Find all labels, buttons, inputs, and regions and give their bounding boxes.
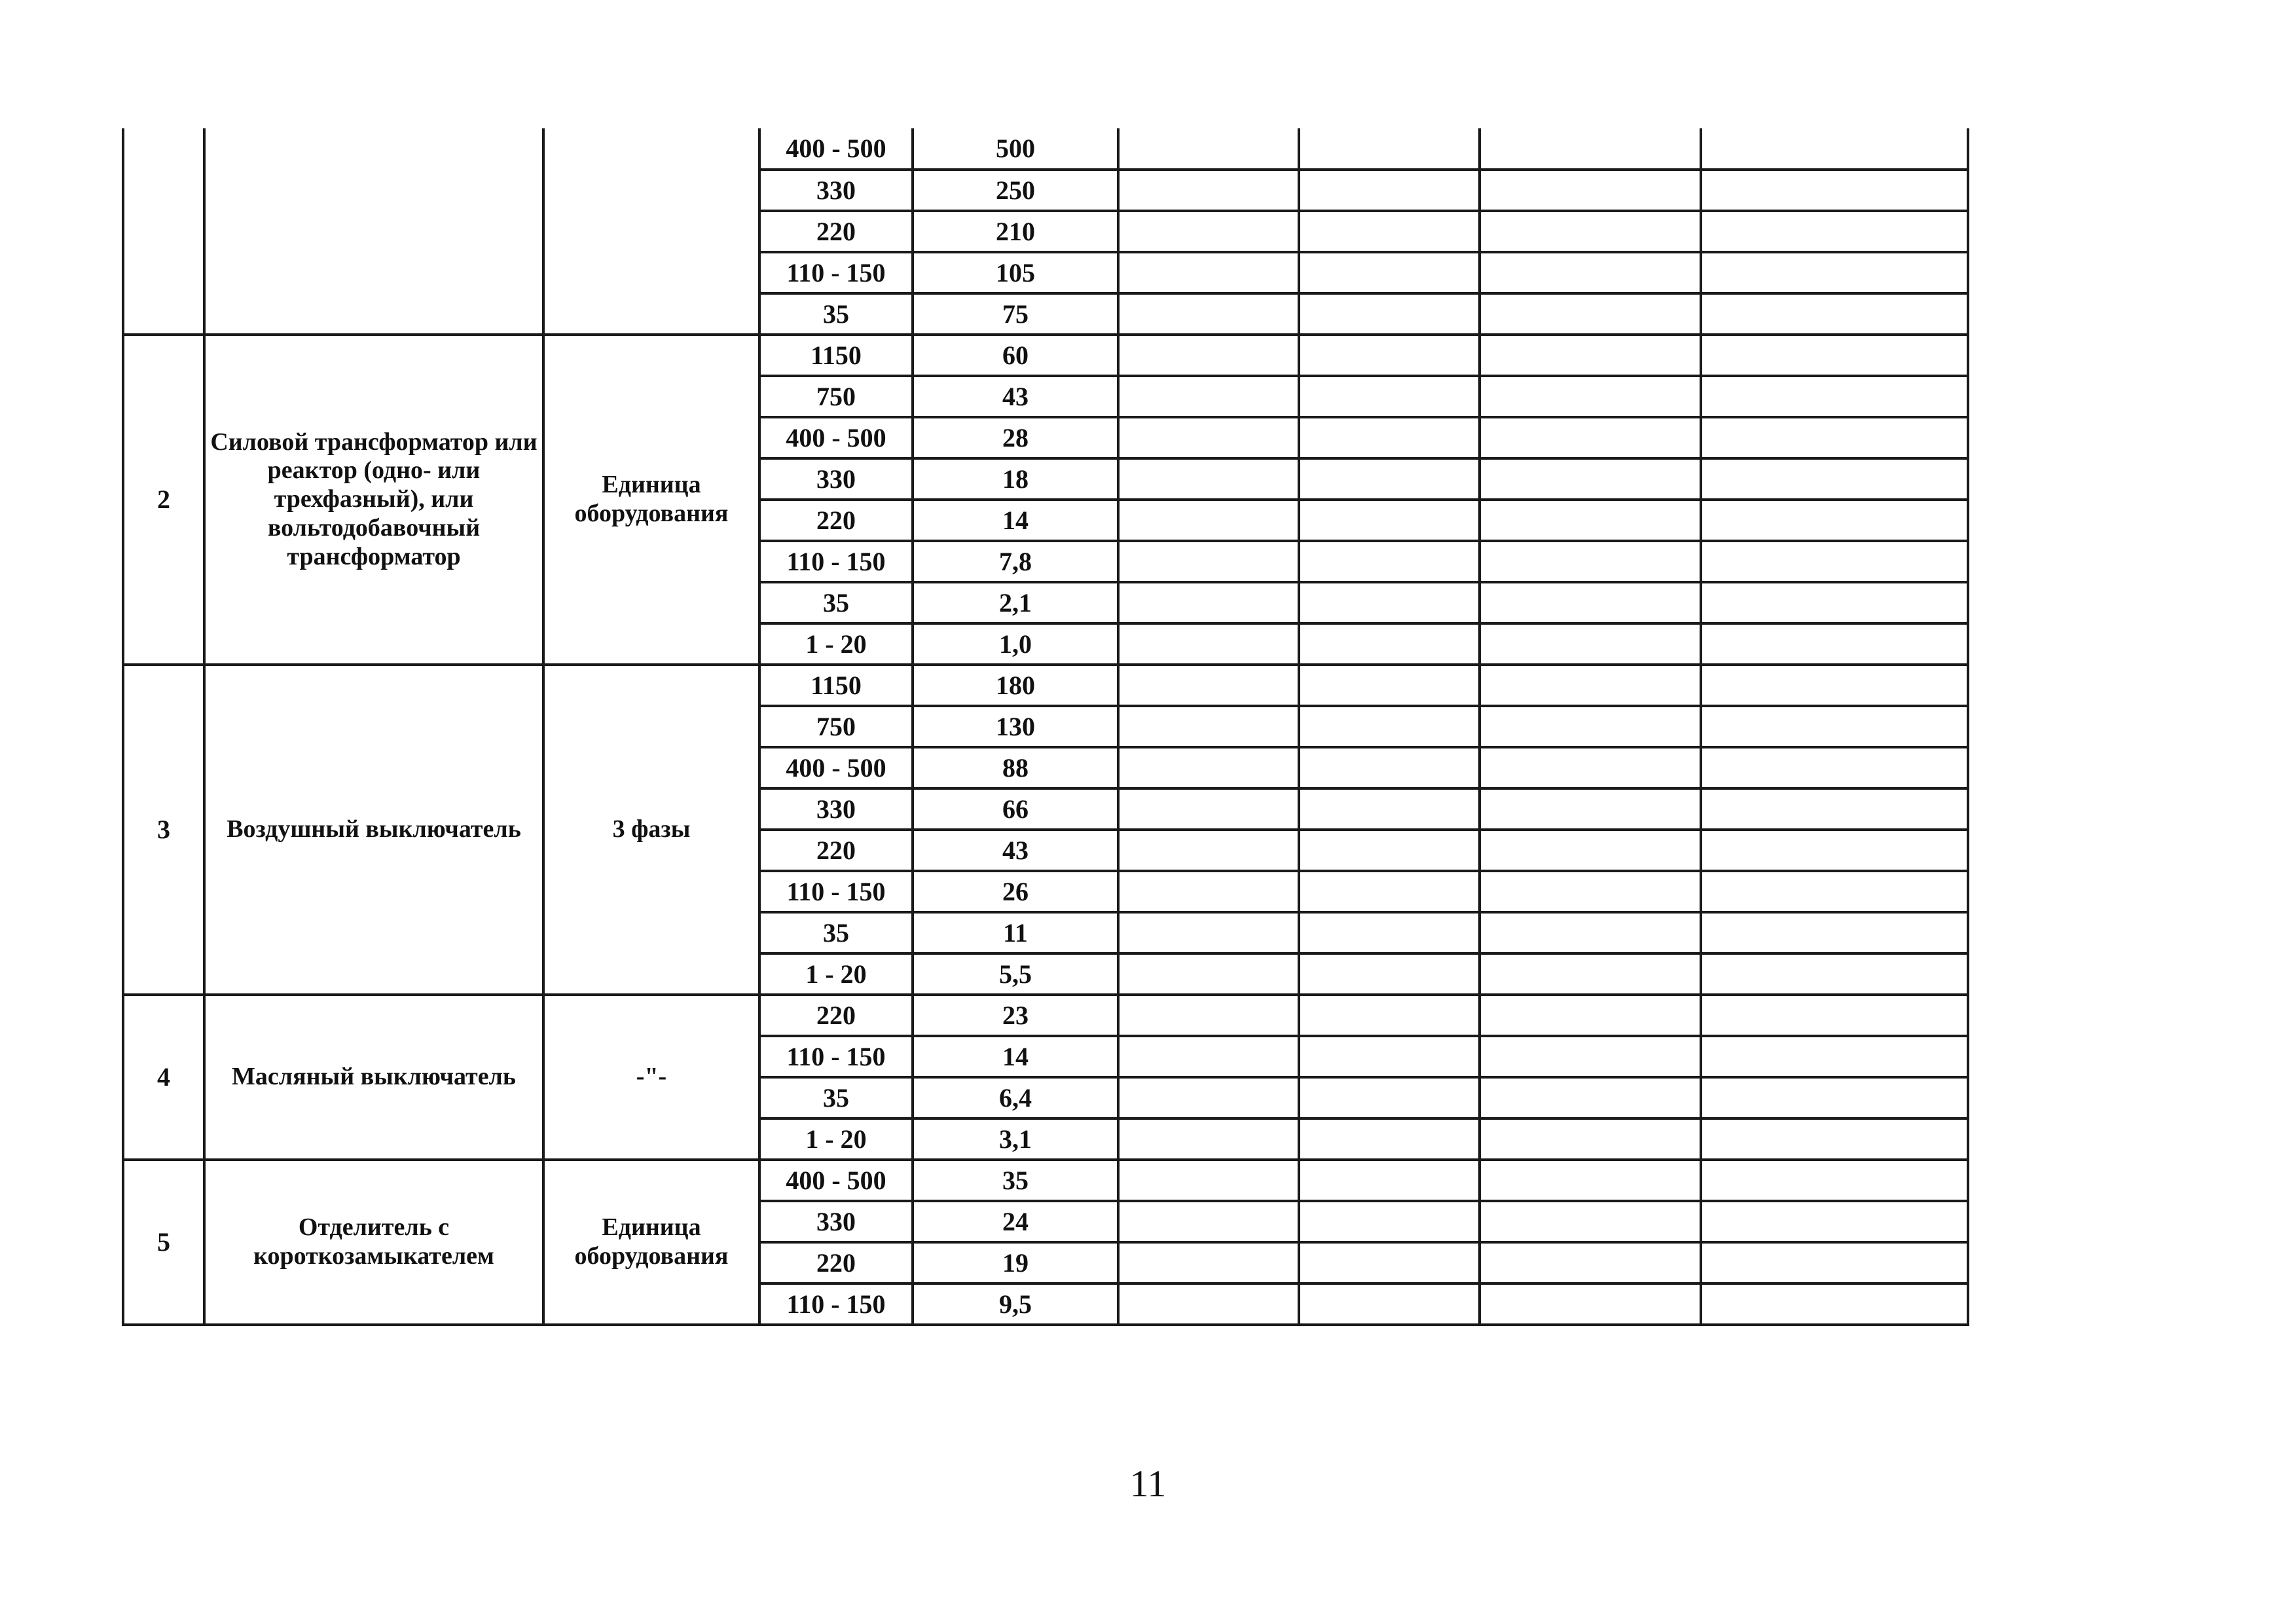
empty-cell bbox=[1299, 541, 1480, 582]
empty-cell bbox=[1299, 871, 1480, 912]
empty-cell bbox=[1118, 1160, 1299, 1201]
value-cell: 14 bbox=[913, 500, 1118, 541]
empty-cell bbox=[1118, 623, 1299, 665]
value-cell: 210 bbox=[913, 211, 1118, 252]
empty-cell bbox=[1701, 376, 1968, 417]
empty-cell bbox=[1701, 541, 1968, 582]
value-cell: 28 bbox=[913, 417, 1118, 458]
voltage-cell: 1 - 20 bbox=[759, 953, 913, 995]
empty-cell bbox=[1701, 1118, 1968, 1160]
value-cell: 26 bbox=[913, 871, 1118, 912]
empty-cell bbox=[1118, 376, 1299, 417]
value-cell: 2,1 bbox=[913, 582, 1118, 623]
empty-cell bbox=[1480, 500, 1701, 541]
table-body bbox=[123, 128, 1968, 1325]
empty-cell bbox=[1701, 1201, 1968, 1242]
voltage-cell: 400 - 500 bbox=[759, 747, 913, 788]
table-row bbox=[123, 335, 1968, 376]
empty-cell bbox=[1701, 417, 1968, 458]
empty-cell bbox=[1118, 541, 1299, 582]
empty-cell bbox=[1118, 211, 1299, 252]
empty-cell bbox=[1118, 871, 1299, 912]
empty-cell bbox=[1299, 1283, 1480, 1325]
equipment-name: Воздушный выключатель bbox=[204, 665, 543, 995]
voltage-cell: 35 bbox=[759, 912, 913, 953]
empty-cell bbox=[1118, 665, 1299, 706]
empty-cell bbox=[1299, 211, 1480, 252]
measure-unit: 3 фазы bbox=[543, 665, 759, 995]
voltage-cell: 330 bbox=[759, 170, 913, 211]
measure-unit: Единица оборудования bbox=[543, 1160, 759, 1325]
empty-cell bbox=[1701, 1283, 1968, 1325]
value-cell: 23 bbox=[913, 995, 1118, 1036]
empty-cell bbox=[1118, 1242, 1299, 1283]
empty-cell bbox=[1118, 953, 1299, 995]
empty-cell bbox=[1480, 1160, 1701, 1201]
voltage-cell: 35 bbox=[759, 293, 913, 335]
voltage-cell: 220 bbox=[759, 211, 913, 252]
empty-cell bbox=[1299, 170, 1480, 211]
value-cell: 180 bbox=[913, 665, 1118, 706]
page-number: 11 bbox=[1129, 1462, 1167, 1505]
voltage-cell: 1 - 20 bbox=[759, 623, 913, 665]
empty-cell bbox=[1118, 1283, 1299, 1325]
empty-cell bbox=[1480, 335, 1701, 376]
value-cell: 130 bbox=[913, 706, 1118, 747]
empty-cell bbox=[1299, 128, 1480, 170]
empty-cell bbox=[1299, 376, 1480, 417]
value-cell: 43 bbox=[913, 376, 1118, 417]
empty-cell bbox=[1480, 953, 1701, 995]
empty-cell bbox=[1118, 830, 1299, 871]
voltage-cell: 1150 bbox=[759, 665, 913, 706]
value-cell: 43 bbox=[913, 830, 1118, 871]
empty-cell bbox=[1480, 871, 1701, 912]
empty-cell bbox=[1118, 252, 1299, 293]
empty-cell bbox=[1118, 335, 1299, 376]
empty-cell bbox=[1299, 1160, 1480, 1201]
value-cell: 18 bbox=[913, 458, 1118, 500]
empty-cell bbox=[1701, 500, 1968, 541]
value-cell: 60 bbox=[913, 335, 1118, 376]
voltage-cell: 330 bbox=[759, 1201, 913, 1242]
equipment-table bbox=[122, 128, 1969, 1326]
empty-cell bbox=[1701, 128, 1968, 170]
empty-cell bbox=[1480, 706, 1701, 747]
empty-cell bbox=[1480, 1283, 1701, 1325]
empty-cell bbox=[1480, 912, 1701, 953]
voltage-cell: 35 bbox=[759, 582, 913, 623]
empty-cell bbox=[1701, 458, 1968, 500]
value-cell: 24 bbox=[913, 1201, 1118, 1242]
item-number bbox=[123, 128, 204, 335]
empty-cell bbox=[1299, 458, 1480, 500]
empty-cell bbox=[1701, 830, 1968, 871]
empty-cell bbox=[1299, 1036, 1480, 1077]
empty-cell bbox=[1701, 788, 1968, 830]
empty-cell bbox=[1118, 1118, 1299, 1160]
empty-cell bbox=[1118, 293, 1299, 335]
item-number: 2 bbox=[123, 335, 204, 665]
table-row bbox=[123, 1160, 1968, 1201]
empty-cell bbox=[1480, 252, 1701, 293]
value-cell: 250 bbox=[913, 170, 1118, 211]
empty-cell bbox=[1480, 623, 1701, 665]
value-cell: 105 bbox=[913, 252, 1118, 293]
empty-cell bbox=[1480, 747, 1701, 788]
value-cell: 75 bbox=[913, 293, 1118, 335]
empty-cell bbox=[1480, 995, 1701, 1036]
voltage-cell: 750 bbox=[759, 376, 913, 417]
value-cell: 6,4 bbox=[913, 1077, 1118, 1118]
empty-cell bbox=[1480, 788, 1701, 830]
empty-cell bbox=[1299, 995, 1480, 1036]
empty-cell bbox=[1118, 995, 1299, 1036]
empty-cell bbox=[1701, 665, 1968, 706]
equipment-name: Силовой трансформатор или реактор (одно- или трехфазный), или вольтодобавочный трансформатор bbox=[204, 335, 543, 665]
empty-cell bbox=[1480, 1077, 1701, 1118]
empty-cell bbox=[1701, 953, 1968, 995]
value-cell: 7,8 bbox=[913, 541, 1118, 582]
empty-cell bbox=[1480, 458, 1701, 500]
empty-cell bbox=[1701, 252, 1968, 293]
empty-cell bbox=[1701, 995, 1968, 1036]
empty-cell bbox=[1299, 623, 1480, 665]
empty-cell bbox=[1118, 1036, 1299, 1077]
measure-unit: -"- bbox=[543, 995, 759, 1160]
empty-cell bbox=[1480, 1118, 1701, 1160]
empty-cell bbox=[1480, 376, 1701, 417]
empty-cell bbox=[1701, 912, 1968, 953]
empty-cell bbox=[1701, 706, 1968, 747]
value-cell: 66 bbox=[913, 788, 1118, 830]
value-cell: 500 bbox=[913, 128, 1118, 170]
empty-cell bbox=[1480, 1201, 1701, 1242]
empty-cell bbox=[1118, 788, 1299, 830]
empty-cell bbox=[1480, 541, 1701, 582]
empty-cell bbox=[1118, 912, 1299, 953]
empty-cell bbox=[1480, 1036, 1701, 1077]
empty-cell bbox=[1299, 912, 1480, 953]
equipment-name: Масляный выключатель bbox=[204, 995, 543, 1160]
empty-cell bbox=[1299, 1242, 1480, 1283]
empty-cell bbox=[1701, 623, 1968, 665]
empty-cell bbox=[1701, 293, 1968, 335]
empty-cell bbox=[1299, 788, 1480, 830]
value-cell: 3,1 bbox=[913, 1118, 1118, 1160]
empty-cell bbox=[1480, 1242, 1701, 1283]
empty-cell bbox=[1701, 747, 1968, 788]
voltage-cell: 220 bbox=[759, 830, 913, 871]
value-cell: 35 bbox=[913, 1160, 1118, 1201]
value-cell: 14 bbox=[913, 1036, 1118, 1077]
empty-cell bbox=[1701, 211, 1968, 252]
voltage-cell: 400 - 500 bbox=[759, 1160, 913, 1201]
empty-cell bbox=[1480, 417, 1701, 458]
table-row bbox=[123, 665, 1968, 706]
empty-cell bbox=[1299, 335, 1480, 376]
empty-cell bbox=[1118, 706, 1299, 747]
empty-cell bbox=[1118, 1201, 1299, 1242]
empty-cell bbox=[1299, 953, 1480, 995]
voltage-cell: 110 - 150 bbox=[759, 1283, 913, 1325]
voltage-cell: 1150 bbox=[759, 335, 913, 376]
empty-cell bbox=[1701, 871, 1968, 912]
voltage-cell: 110 - 150 bbox=[759, 871, 913, 912]
value-cell: 11 bbox=[913, 912, 1118, 953]
empty-cell bbox=[1299, 1077, 1480, 1118]
measure-unit: Единица оборудования bbox=[543, 335, 759, 665]
empty-cell bbox=[1299, 830, 1480, 871]
voltage-cell: 400 - 500 bbox=[759, 128, 913, 170]
voltage-cell: 110 - 150 bbox=[759, 252, 913, 293]
table-row bbox=[123, 128, 1968, 170]
empty-cell bbox=[1299, 706, 1480, 747]
empty-cell bbox=[1480, 830, 1701, 871]
empty-cell bbox=[1299, 293, 1480, 335]
empty-cell bbox=[1299, 582, 1480, 623]
empty-cell bbox=[1118, 747, 1299, 788]
value-cell: 88 bbox=[913, 747, 1118, 788]
item-number: 3 bbox=[123, 665, 204, 995]
voltage-cell: 220 bbox=[759, 500, 913, 541]
equipment-name: Отделитель с короткозамыкателем bbox=[204, 1160, 543, 1325]
empty-cell bbox=[1118, 582, 1299, 623]
empty-cell bbox=[1299, 747, 1480, 788]
empty-cell bbox=[1299, 665, 1480, 706]
empty-cell bbox=[1118, 1077, 1299, 1118]
empty-cell bbox=[1118, 170, 1299, 211]
empty-cell bbox=[1118, 128, 1299, 170]
item-number: 4 bbox=[123, 995, 204, 1160]
voltage-cell: 750 bbox=[759, 706, 913, 747]
empty-cell bbox=[1480, 582, 1701, 623]
item-number: 5 bbox=[123, 1160, 204, 1325]
empty-cell bbox=[1299, 417, 1480, 458]
empty-cell bbox=[1299, 1201, 1480, 1242]
value-cell: 19 bbox=[913, 1242, 1118, 1283]
voltage-cell: 400 - 500 bbox=[759, 417, 913, 458]
empty-cell bbox=[1480, 170, 1701, 211]
empty-cell bbox=[1701, 1077, 1968, 1118]
voltage-cell: 1 - 20 bbox=[759, 1118, 913, 1160]
empty-cell bbox=[1701, 1036, 1968, 1077]
voltage-cell: 110 - 150 bbox=[759, 541, 913, 582]
voltage-cell: 330 bbox=[759, 458, 913, 500]
voltage-cell: 220 bbox=[759, 995, 913, 1036]
empty-cell bbox=[1480, 211, 1701, 252]
empty-cell bbox=[1299, 252, 1480, 293]
table-row bbox=[123, 995, 1968, 1036]
voltage-cell: 330 bbox=[759, 788, 913, 830]
value-cell: 9,5 bbox=[913, 1283, 1118, 1325]
empty-cell bbox=[1480, 128, 1701, 170]
empty-cell bbox=[1480, 665, 1701, 706]
value-cell: 5,5 bbox=[913, 953, 1118, 995]
empty-cell bbox=[1118, 417, 1299, 458]
value-cell: 1,0 bbox=[913, 623, 1118, 665]
empty-cell bbox=[1701, 582, 1968, 623]
empty-cell bbox=[1299, 500, 1480, 541]
empty-cell bbox=[1701, 335, 1968, 376]
voltage-cell: 110 - 150 bbox=[759, 1036, 913, 1077]
measure-unit bbox=[543, 128, 759, 335]
empty-cell bbox=[1118, 458, 1299, 500]
empty-cell bbox=[1701, 170, 1968, 211]
empty-cell bbox=[1701, 1160, 1968, 1201]
empty-cell bbox=[1701, 1242, 1968, 1283]
voltage-cell: 220 bbox=[759, 1242, 913, 1283]
equipment-name bbox=[204, 128, 543, 335]
empty-cell bbox=[1480, 293, 1701, 335]
voltage-cell: 35 bbox=[759, 1077, 913, 1118]
empty-cell bbox=[1299, 1118, 1480, 1160]
empty-cell bbox=[1118, 500, 1299, 541]
